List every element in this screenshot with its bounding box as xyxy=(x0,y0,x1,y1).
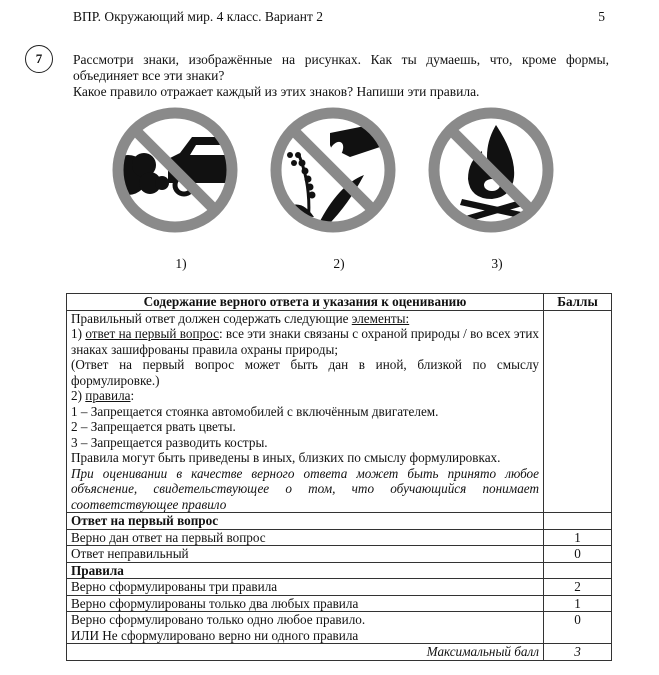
no-campfire-icon xyxy=(426,105,556,235)
question-text xyxy=(73,52,609,100)
section-header-row: Ответ на первый вопрос xyxy=(67,513,612,530)
no-picking-flowers-icon xyxy=(268,105,398,235)
rules-note: Правила могут быть приведены в иных, близких по смыслу формулировках. xyxy=(71,450,501,465)
table-header-row xyxy=(67,294,612,311)
no-car-exhaust-icon xyxy=(110,105,240,235)
sign-caption-3: 3) xyxy=(491,256,503,271)
rule-2: 2 – Запрещается рвать цветы. xyxy=(71,419,236,434)
question-line-1: Рассмотри знаки, изображённые на рисунках. Как ты думаешь, что, кроме формы, объединяет все эти знаки? xyxy=(73,52,609,83)
question-line-2: Какое правило отражает каждый из этих знаков? Напиши эти правила. xyxy=(73,84,480,99)
table-row: Верно сформулированы только два любых правила 1 xyxy=(67,595,612,612)
header-points: Баллы xyxy=(544,294,612,311)
page-number: 5 xyxy=(598,9,605,24)
document-title: ВПР. Окружающий мир. 4 класс. Вариант 2 xyxy=(73,9,324,24)
answer-row xyxy=(67,310,612,513)
sign-caption-2: 2) xyxy=(333,256,345,271)
signs-row xyxy=(0,105,659,280)
eval-note: При оценивании в качестве верного ответа может быть принято любое объяснение, свидетельствующее о том, что обучающийся понимает соответствующее правило xyxy=(71,465,539,512)
table-row: Верно сформулировано только одно любое правило. ИЛИ Не сформулировано верно ни одного правила 0 xyxy=(67,612,612,644)
table-row: Верно дан ответ на первый вопрос 1 xyxy=(67,529,612,546)
answer-content: Правильный ответ должен содержать следующие элементы: 1) ответ на первый вопрос: все эти знаки связаны с охраной природы / во всех этих знаках зашифрованы правила охраны природы; (Ответ на первый вопрос может быть дан в иной, близкой по смыслу формулировке.) 2) правила: 1 – Запрещается стоянка автомобилей с включённым двигателем. 2 – Запрещается рвать цветы. 3 – Запрещается разводить костры. Правила могут быть приведены в иных, близких по смыслу формулировках. При оценивании в качестве верного ответа может быть принято любое объяснение, свидетельствующее о том, что обучающийся понимает соответствующее правило xyxy=(67,310,544,513)
question-number-badge: 7 xyxy=(25,45,53,73)
grading-table xyxy=(66,293,612,661)
page-header xyxy=(73,9,605,25)
header-content: Содержание верного ответа и указания к оцениванию xyxy=(67,294,544,311)
section-header-row: Правила xyxy=(67,562,612,579)
sign-caption-1: 1) xyxy=(175,256,187,271)
rule-1: 1 – Запрещается стоянка автомобилей с включённым двигателем. xyxy=(71,403,439,419)
rule-3: 3 – Запрещается разводить костры. xyxy=(71,434,268,450)
max-score-row: Максимальный балл 3 xyxy=(67,644,612,661)
table-row: Ответ неправильный 0 xyxy=(67,546,612,563)
table-row: Верно сформулированы три правила 2 xyxy=(67,579,612,596)
q1-note: (Ответ на первый вопрос может быть дан в иной, близкой по смыслу формулировке.) xyxy=(71,357,539,388)
